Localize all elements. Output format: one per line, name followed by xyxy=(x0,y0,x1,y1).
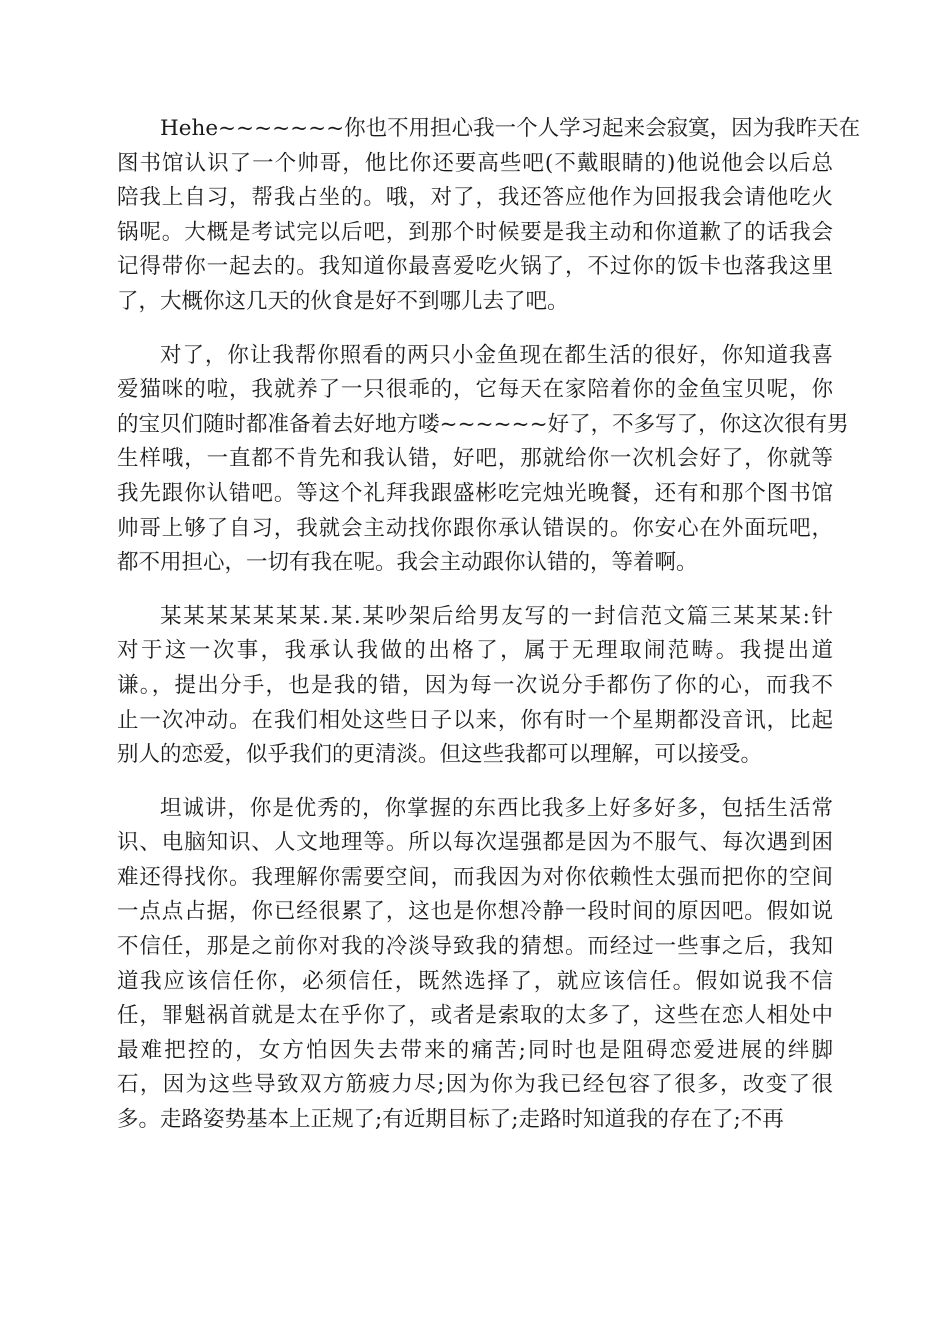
text-line: 任，罪魁祸首就是太在乎你了，或者是索取的太多了，这些在恋人相处中 xyxy=(117,1003,833,1029)
text-line: 止一次冲动。在我们相处这些日子以来，你有时一个星期都没音讯，比起 xyxy=(117,707,833,733)
text-line: 爱猫咪的啦，我就养了一只很乖的，它每天在家陪着你的金鱼宝贝呢，你 xyxy=(117,377,833,403)
text-line: 生样哦，一直都不肯先和我认错，好吧，那就给你一次机会好了，你就等 xyxy=(117,446,833,472)
text-line: 最难把控的，女方怕因失去带来的痛苦;同时也是阻碍恋爱进展的绊脚 xyxy=(117,1037,833,1063)
text-line: 谦。，提出分手，也是我的错，因为每一次说分手都伤了你的心，而我不 xyxy=(117,672,833,698)
text-line: 的宝贝们随时都准备着去好地方喽~~~~~~好了，不多写了，你这次很有男 xyxy=(117,411,849,437)
text-line: 道我应该信任你，必须信任，既然选择了，就应该信任。假如说我不信 xyxy=(117,968,833,994)
text-line: 陪我上自习，帮我占坐的。哦，对了，我还答应他作为回报我会请他吃火 xyxy=(117,185,833,211)
text-line: 某某某某某某某.某.某吵架后给男友写的一封信范文篇三某某某:针 xyxy=(160,603,833,629)
text-line: 识、电脑知识、人文地理等。所以每次逞强都是因为不服气、每次遇到困 xyxy=(117,830,833,856)
text-line: 对了，你让我帮你照看的两只小金鱼现在都生活的很好，你知道我喜 xyxy=(160,342,833,368)
paragraph xyxy=(117,792,833,1138)
text-line: 多。走路姿势基本上正规了;有近期目标了;走路时知道我的存在了;不再 xyxy=(117,1107,784,1133)
paragraph xyxy=(117,339,849,581)
text-line: 记得带你一起去的。我知道你最喜爱吃火锅了，不过你的饭卡也落我这里 xyxy=(117,254,833,280)
paragraph xyxy=(117,600,833,773)
text-line: 对于这一次事，我承认我做的出格了，属于无理取闹范畴。我提出道 xyxy=(117,638,833,664)
text-line: 帅哥上够了自习，我就会主动找你跟你承认错误的。你安心在外面玩吧， xyxy=(117,515,833,541)
text-line: Hehe~~~~~~~你也不用担心我一个人学习起来会寂寞，因为我昨天在 xyxy=(160,116,861,141)
text-line: 图书馆认识了一个帅哥，他比你还要高些吧(不戴眼睛的)他说他会以后总 xyxy=(117,150,833,176)
text-line: 都不用担心，一切有我在呢。我会主动跟你认错的，等着啊。 xyxy=(117,550,698,576)
paragraph xyxy=(117,112,861,320)
document-body xyxy=(117,112,861,1138)
text-line: 难还得找你。我理解你需要空间，而我因为对你依赖性太强而把你的空间 xyxy=(117,864,833,890)
text-line: 不信任，那是之前你对我的冷淡导致我的猜想。而经过一些事之后，我知 xyxy=(117,934,833,960)
text-line: 一点点占据，你已经很累了，这也是你想冷静一段时间的原因吧。假如说 xyxy=(117,899,833,925)
text-line: 我先跟你认错吧。等这个礼拜我跟盛彬吃完烛光晚餐，还有和那个图书馆 xyxy=(117,480,833,506)
text-line: 石，因为这些导致双方筋疲力尽;因为你为我已经包容了很多，改变了很 xyxy=(117,1072,833,1098)
text-line: 别人的恋爱，似乎我们的更清淡。但这些我都可以理解，可以接受。 xyxy=(117,742,763,768)
text-line: 坦诚讲，你是优秀的，你掌握的东西比我多上好多好多，包括生活常 xyxy=(160,795,833,821)
text-line: 了，大概你这几天的伙食是好不到哪儿去了吧。 xyxy=(117,288,569,314)
text-line: 锅呢。大概是考试完以后吧，到那个时候要是我主动和你道歉了的话我会 xyxy=(117,219,833,245)
